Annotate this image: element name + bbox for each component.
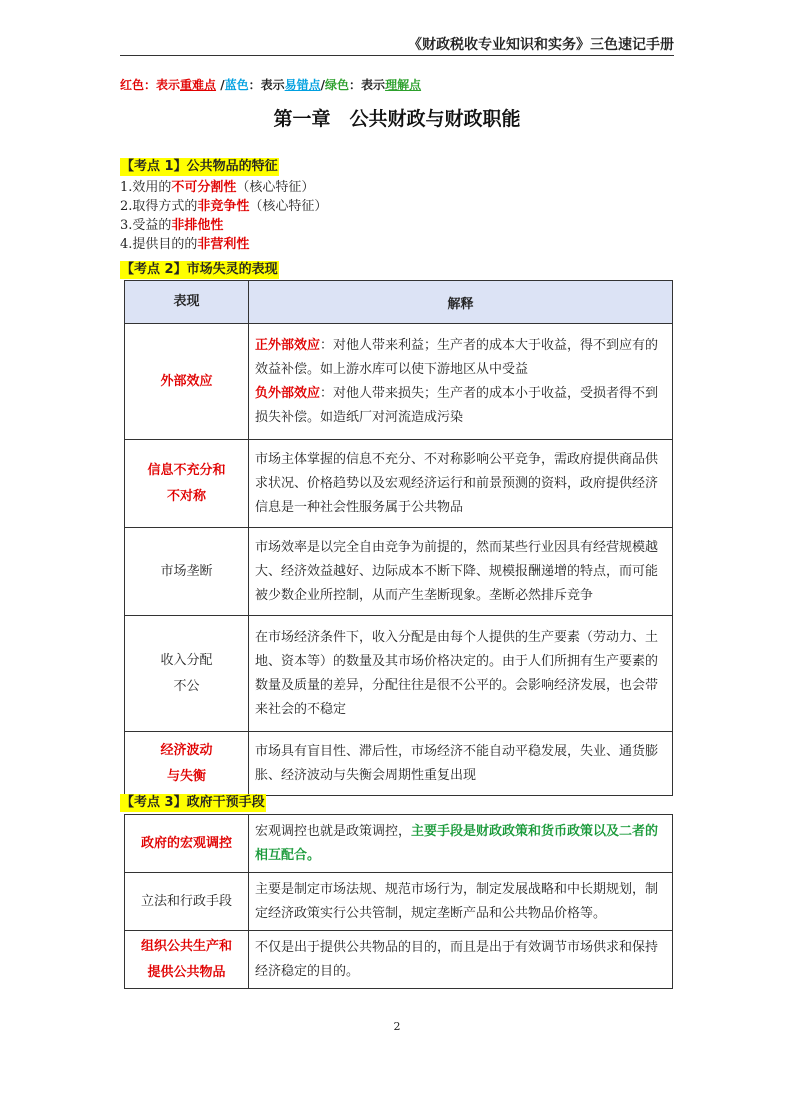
legend-blue-mid: ：表示 [248, 78, 285, 92]
legend-sep: / [216, 78, 225, 92]
color-legend [120, 76, 421, 93]
government-intervention-table [124, 814, 673, 989]
row-label: 组织公共生产和 提供公共物品 [125, 931, 249, 989]
legend-blue-term: 易错点 [284, 78, 321, 92]
legend-green-label: 绿色 [325, 78, 350, 92]
legend-red-term: 重难点 [180, 78, 217, 92]
market-failure-table [124, 280, 673, 796]
row-explanation: 市场具有盲目性、滞后性，市场经济不能自动平稳发展，失业、通货膨胀、经济波动与失衡会周期性重复出现 [249, 732, 673, 796]
table-row [125, 324, 673, 440]
row-label: 外部效应 [125, 324, 249, 440]
list-item: 3.受益的非排他性 [120, 218, 224, 233]
row-explanation: 市场效率是以完全自由竞争为前提的，然而某些行业因具有经营规模越大、经济效益越好、边际成本不断下降、规模报酬递增的特点，而可能被少数企业所控制，从而产生垄断现象。垄断必然排斥竞争 [249, 528, 673, 616]
table-row [125, 931, 673, 989]
list-item: 1.效用的不可分割性（核心特征） [120, 180, 315, 195]
kp2-title: 【考点 2】市场失灵的表现 [121, 262, 278, 277]
kp1-title: 【考点 1】公共物品的特征 [121, 159, 278, 174]
row-label: 立法和行政手段 [125, 873, 249, 931]
table-row [125, 440, 673, 528]
row-explanation: 正外部效应：对他人带来利益；生产者的成本大于收益，得不到应有的效益补偿。如上游水库可以使下游地区从中受益 负外部效应：对他人带来损失；生产者的成本小于收益，受损者得不到损失补偿。如造纸厂对河流造成污染 [249, 324, 673, 440]
table-header-row [125, 281, 673, 324]
row-explanation: 市场主体掌握的信息不充分、不对称影响公平竞争，需政府提供商品供求状况、价格趋势以及宏观经济运行和前景预测的资料，政府提供经济信息是一种社会性服务属于公共物品 [249, 440, 673, 528]
row-label: 信息不充分和 不对称 [125, 440, 249, 528]
row-label: 经济波动 与失衡 [125, 732, 249, 796]
row-explanation: 在市场经济条件下，收入分配是由每个人提供的生产要素（劳动力、土地、资本等）的数量及其市场价格决定的。由于人们所拥有生产要素的数量及质量的差异，分配往往是很不公平的。会影响经济发展，也会带来社会的不稳定 [249, 616, 673, 732]
kp3-title: 【考点 3】政府干预手段 [121, 795, 265, 810]
col-header-manifestation: 表现 [125, 281, 249, 324]
list-item: 4.提供目的的非营利性 [120, 237, 250, 252]
legend-sep: / [320, 78, 326, 92]
page-number: 2 [393, 1020, 401, 1033]
chapter-title: 第一章 公共财政与财政职能 [273, 108, 521, 130]
col-header-explanation: 解释 [249, 281, 673, 324]
table-row [125, 616, 673, 732]
list-item: 2.取得方式的非竞争性（核心特征） [120, 199, 328, 214]
row-label: 政府的宏观调控 [125, 815, 249, 873]
table-row [125, 732, 673, 796]
table-row [125, 528, 673, 616]
legend-red-label: 红色：表示 [120, 78, 181, 92]
header-title: 《财政税收专业知识和实务》三色速记手册 [408, 37, 674, 53]
row-explanation: 宏观调控也就是政策调控，主要手段是财政政策和货币政策以及二者的相互配合。 [249, 815, 673, 873]
kp1-list [120, 178, 327, 254]
row-label: 收入分配 不公 [125, 616, 249, 732]
legend-green-mid: ：表示 [349, 78, 386, 92]
row-label: 市场垄断 [125, 528, 249, 616]
header-divider [120, 55, 674, 56]
row-explanation: 不仅是出于提供公共物品的目的，而且是出于有效调节市场供求和保持经济稳定的目的。 [249, 931, 673, 989]
legend-blue-label: 蓝色 [224, 78, 249, 92]
table-row [125, 815, 673, 873]
table-row [125, 873, 673, 931]
legend-green-term: 理解点 [385, 78, 422, 92]
row-explanation: 主要是制定市场法规、规范市场行为，制定发展战略和中长期规划，制定经济政策实行公共管制，规定垄断产品和公共物品价格等。 [249, 873, 673, 931]
